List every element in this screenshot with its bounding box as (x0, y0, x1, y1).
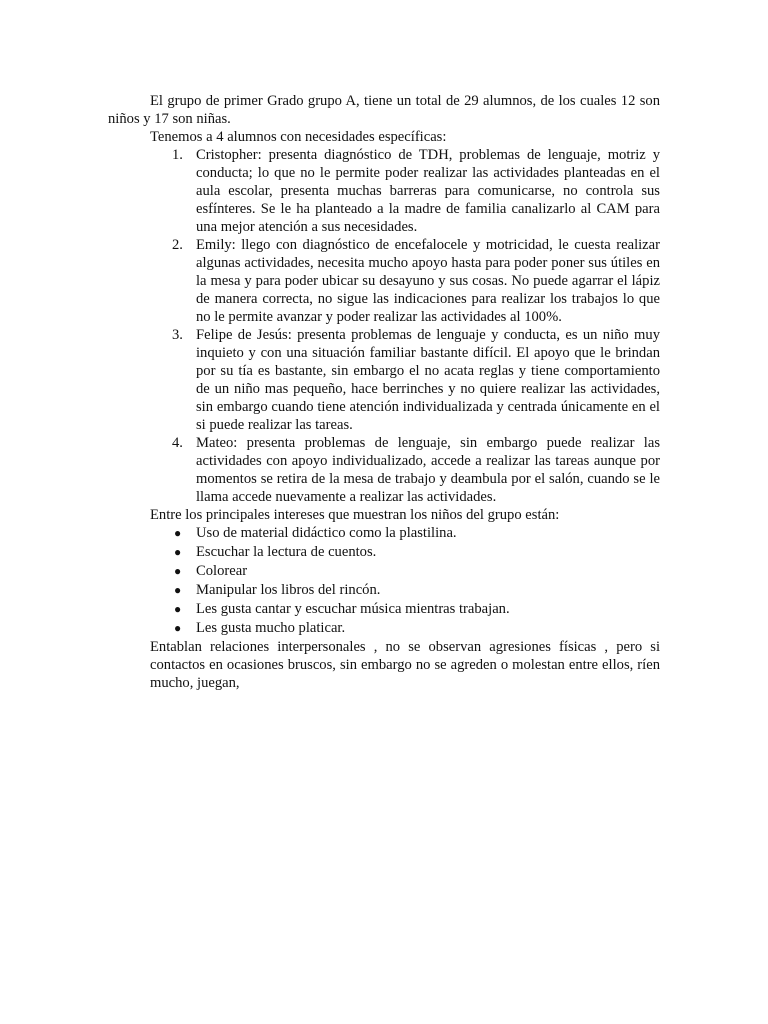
interests-heading: Entre los principales intereses que muestran los niños del grupo están: (150, 507, 560, 523)
bullet-icon: ● (174, 621, 182, 635)
bullet-icon: ● (174, 545, 182, 559)
needs-heading: Tenemos a 4 alumnos con necesidades específicas: (150, 129, 447, 145)
list-number: 3. (172, 327, 183, 343)
interest-item (108, 543, 660, 562)
student-item-4 (108, 434, 660, 506)
list-number: 2. (172, 237, 183, 253)
student-text: Felipe de Jesús: presenta problemas de lenguaje y conducta, es un niño muy inquieto y con una situación familiar bastante difícil. El apoyo que le brindan por su tía es bastante, sin embargo el no acata reglas y tiene comportamiento de un niño mas pequeño, hace berrinches y no quiere realizar las actividades, sin embargo cuando tiene atención individualizada y centrada únicamente en el si puede realizar las tareas. (196, 327, 660, 433)
intro-paragraph: El grupo de primer Grado grupo A, tiene un total de 29 alumnos, de los cuales 12 son niños y 17 son niñas. (108, 93, 660, 127)
bullet-icon: ● (174, 602, 182, 616)
interest-text: Escuchar la lectura de cuentos. (196, 544, 377, 560)
interest-text: Les gusta mucho platicar. (196, 620, 346, 636)
interest-text: Les gusta cantar y escuchar música mientras trabajan. (196, 601, 510, 617)
student-text: Mateo: presenta problemas de lenguaje, sin embargo puede realizar las actividades con apoyo individualizado, accede a realizar las tareas aunque por momentos se retira de la mesa de trabajo y deambula por el salón, cuando se le llama accede nuevamente a realizar las actividades. (196, 435, 660, 505)
interest-text: Manipular los libros del rincón. (196, 582, 381, 598)
list-number: 1. (172, 147, 183, 163)
students-list (108, 146, 660, 506)
bullet-icon: ● (174, 564, 182, 578)
student-item-2 (108, 236, 660, 326)
interest-text: Colorear (196, 563, 248, 579)
interest-item (108, 600, 660, 619)
interest-item (108, 524, 660, 543)
student-item-1 (108, 146, 660, 236)
interests-list (108, 524, 660, 638)
student-text: Cristopher: presenta diagnóstico de TDH, problemas de lenguaje, motriz y conducta; lo que no le permite poder realizar las actividades planteadas en el aula escolar, presenta muchas barreras para comunicarse, no controla sus esfínteres. Se le ha planteado a la madre de familia canalizarlo al CAM para una mejor atención a sus necesidades. (196, 147, 660, 235)
list-number: 4. (172, 435, 183, 451)
bullet-icon: ● (174, 583, 182, 597)
bullet-icon: ● (174, 526, 182, 540)
closing-paragraph: Entablan relaciones interpersonales , no se observan agresiones físicas , pero si contactos en ocasiones bruscos, sin embargo no se agreden o molestan entre ellos, ríen mucho, juegan, (150, 639, 660, 691)
student-item-3 (108, 326, 660, 434)
interest-item (108, 581, 660, 600)
interest-item (108, 562, 660, 581)
interest-text: Uso de material didáctico como la plastilina. (196, 525, 457, 541)
interest-item (108, 619, 660, 638)
document-page (108, 92, 660, 692)
student-text: Emily: llego con diagnóstico de encefalocele y motricidad, le cuesta realizar algunas actividades, necesita mucho apoyo hasta para poder poner sus útiles en la mesa y para poder ubicar su desayuno y sus cosas. No puede agarrar el lápiz de manera correcta, no sigue las indicaciones para realizar los trabajos lo que no le permite avanzar y poder realizar las actividades al 100%. (196, 237, 660, 325)
